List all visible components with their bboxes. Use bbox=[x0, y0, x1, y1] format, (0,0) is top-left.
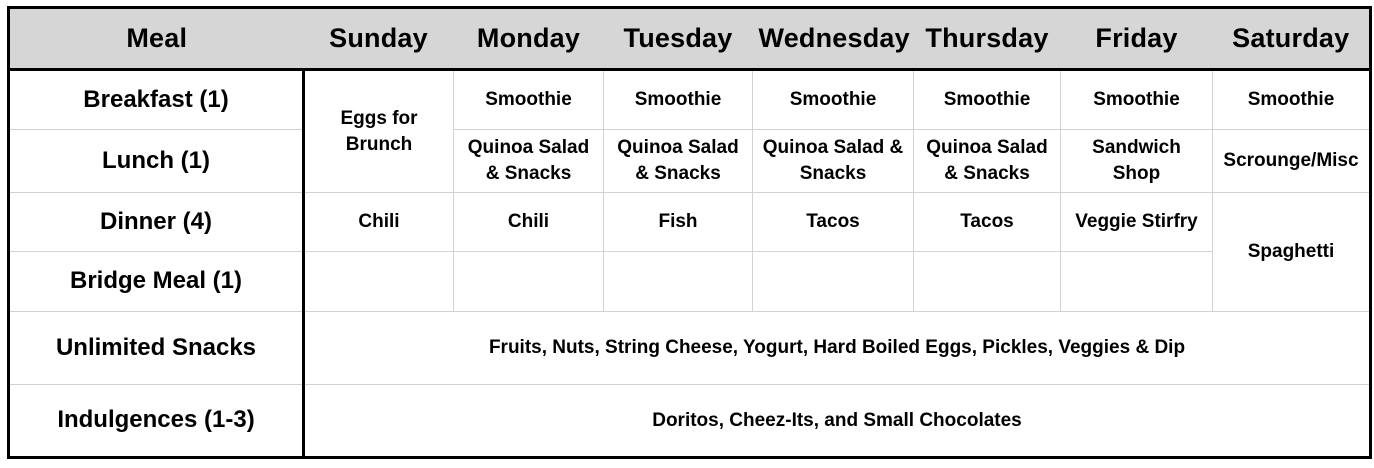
cell-bridge-friday bbox=[1061, 252, 1213, 312]
cell-lunch-monday: Quinoa Salad & Snacks bbox=[454, 130, 604, 193]
cell-dinner-wednesday: Tacos bbox=[753, 193, 914, 252]
cell-breakfast-friday: Smoothie bbox=[1061, 70, 1213, 130]
header-saturday: Saturday bbox=[1213, 8, 1371, 70]
cell-dinner-friday: Veggie Stirfry bbox=[1061, 193, 1213, 252]
cell-unlimited-snacks-week: Fruits, Nuts, String Cheese, Yogurt, Hard Boiled Eggs, Pickles, Veggies & Dip bbox=[304, 312, 1371, 385]
cell-lunch-tuesday: Quinoa Salad & Snacks bbox=[604, 130, 753, 193]
unlimited-snacks-row bbox=[9, 312, 1371, 385]
cell-bridge-wednesday bbox=[753, 252, 914, 312]
header-thursday: Thursday bbox=[914, 8, 1061, 70]
cell-lunch-wednesday: Quinoa Salad & Snacks bbox=[753, 130, 914, 193]
cell-lunch-thursday: Quinoa Salad & Snacks bbox=[914, 130, 1061, 193]
cell-lunch-saturday: Scrounge/Misc bbox=[1213, 130, 1371, 193]
cell-breakfast-wednesday: Smoothie bbox=[753, 70, 914, 130]
cell-dinner-sunday: Chili bbox=[304, 193, 454, 252]
cell-dinner-monday: Chili bbox=[454, 193, 604, 252]
meal-plan-table bbox=[7, 6, 1372, 459]
cell-breakfast-thursday: Smoothie bbox=[914, 70, 1061, 130]
row-label-lunch: Lunch (1) bbox=[9, 130, 304, 193]
cell-bridge-tuesday bbox=[604, 252, 753, 312]
lunch-row bbox=[9, 130, 1371, 193]
row-label-dinner: Dinner (4) bbox=[9, 193, 304, 252]
cell-dinner-thursday: Tacos bbox=[914, 193, 1061, 252]
header-wednesday: Wednesday bbox=[753, 8, 914, 70]
cell-indulgences-week: Doritos, Cheez-Its, and Small Chocolates bbox=[304, 385, 1371, 458]
cell-bridge-thursday bbox=[914, 252, 1061, 312]
breakfast-row bbox=[9, 70, 1371, 130]
row-label-indulgences: Indulgences (1-3) bbox=[9, 385, 304, 458]
header-sunday: Sunday bbox=[304, 8, 454, 70]
header-tuesday: Tuesday bbox=[604, 8, 753, 70]
header-meal: Meal bbox=[9, 8, 304, 70]
cell-breakfast-monday: Smoothie bbox=[454, 70, 604, 130]
row-label-bridge-meal: Bridge Meal (1) bbox=[9, 252, 304, 312]
cell-sunday-brunch: Eggs for Brunch bbox=[304, 70, 454, 193]
header-friday: Friday bbox=[1061, 8, 1213, 70]
row-label-breakfast: Breakfast (1) bbox=[9, 70, 304, 130]
cell-saturday-spaghetti: Spaghetti bbox=[1213, 193, 1371, 312]
header-row bbox=[9, 8, 1371, 70]
cell-breakfast-tuesday: Smoothie bbox=[604, 70, 753, 130]
row-label-unlimited-snacks: Unlimited Snacks bbox=[9, 312, 304, 385]
cell-breakfast-saturday: Smoothie bbox=[1213, 70, 1371, 130]
cell-lunch-friday: Sandwich Shop bbox=[1061, 130, 1213, 193]
indulgences-row bbox=[9, 385, 1371, 458]
bridge-meal-row bbox=[9, 252, 1371, 312]
dinner-row bbox=[9, 193, 1371, 252]
cell-bridge-sunday bbox=[304, 252, 454, 312]
cell-dinner-tuesday: Fish bbox=[604, 193, 753, 252]
cell-bridge-monday bbox=[454, 252, 604, 312]
header-monday: Monday bbox=[454, 8, 604, 70]
